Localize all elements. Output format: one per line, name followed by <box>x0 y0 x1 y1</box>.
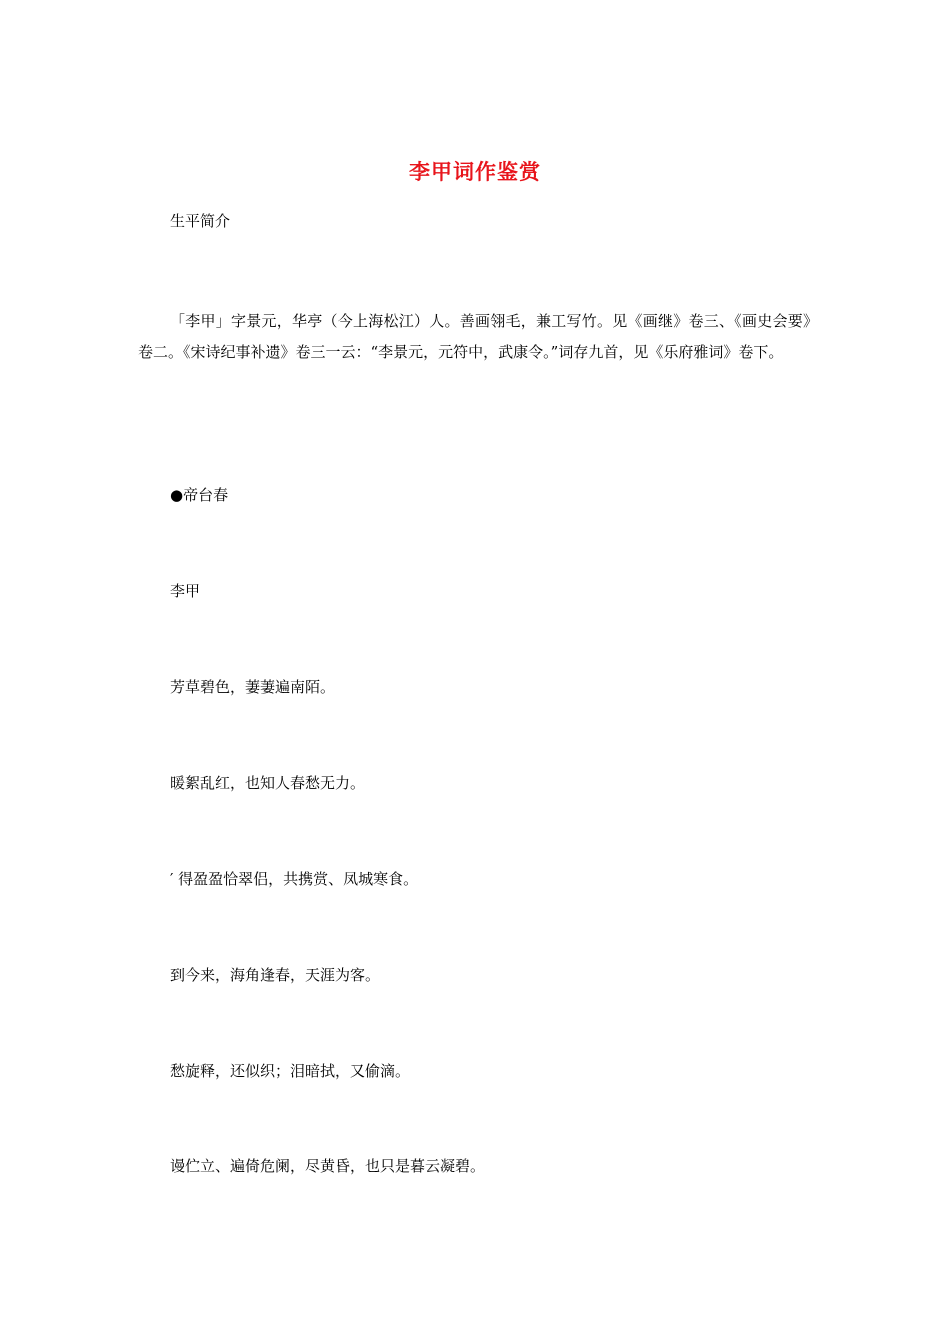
poem-line: 芳草碧色，萋萋遍南陌。 <box>170 678 336 696</box>
section-heading: 生平简介 <box>170 212 231 230</box>
bio-paragraph: 「李甲」字景元，华亭（今上海松江）人。善画翎毛，兼工写竹。见《画继》卷三、《画史会要》卷二。《宋诗纪事补遗》卷三一云：“李景元，元符中，武康令。”词存九首，见《乐府雅词》卷下。 <box>138 312 818 361</box>
poem-line: 谩伫立、遍倚危阑，尽黄昏，也只是暮云凝碧。 <box>170 1157 486 1175</box>
poem-line: 到今来，海角逢春，天涯为客。 <box>170 966 381 984</box>
page-title: 李甲词作鉴赏 <box>409 160 541 184</box>
poem-author: 李甲 <box>170 582 201 600</box>
poem-title: ●帝台春 <box>170 486 229 504</box>
poem-line: 暖絮乱红，也知人春愁无力。 <box>170 774 366 792</box>
poem-line: 愁旋释，还似织；泪暗拭，又偷滴。 <box>170 1062 411 1080</box>
poem-line: ′ 得盈盈恰翠侣，共携赏、凤城寒食。 <box>170 870 419 888</box>
